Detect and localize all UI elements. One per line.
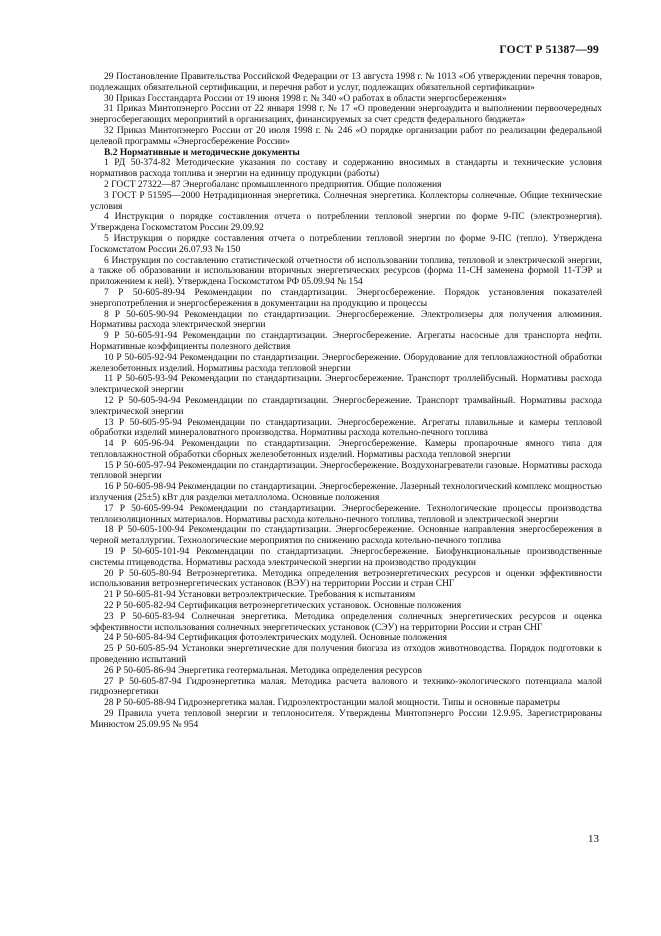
list-item: 24 Р 50-605-84-94 Сертификация фотоэлектрических модулей. Основные положения (104, 633, 447, 644)
list-item: 29 Постановление Правительства Российской Федерации от 13 августа 1998 г. № 1013 «Об утверждении перечня товаров, подлежащих обязательной сертификации, и перечня работ и услуг, подлежащих обязательной сертификации» (90, 72, 602, 93)
list-item: 32 Приказ Минтопэнерго России от 20 июля 1998 г. № 246 «О порядке организации работ по реализации федеральной целевой программы «Энергосбережение России» (90, 125, 602, 147)
list-item: 30 Приказ Госстандарта России от 19 июня 1998 г. № 340 «О работах в области энергосбережения» (104, 93, 507, 104)
list-item: 27 Р 50-605-87-94 Гидроэнергетика малая. Методика расчета валового и технико-экологического потенциала малой гидроэнергетики (90, 676, 602, 698)
list-item: 2 ГОСТ 27322—87 Энергобаланс промышленного предприятия. Общие положения (104, 179, 442, 190)
list-item: 18 Р 50-605-100-94 Рекомендации по стандартизации. Энергосбережение. Основные направления энергосбережения в черной металлургии. Технологические мероприятия по снижению расхода котельно-печного топлива (90, 525, 602, 547)
list-item: 26 Р 50-605-86-94 Энергетика геотермальная. Методика определения ресурсов (104, 665, 422, 676)
list-item: 21 Р 50-605-81-94 Установки ветроэлектрические. Требования к испытаниям (104, 590, 416, 601)
list-item: 11 Р 50-605-93-94 Рекомендации по стандартизации. Энергосбережение. Транспорт троллейбусный. Нормативы расхода электрической энергии (90, 374, 602, 396)
list-item: 3 ГОСТ Р 51595—2000 Нетрадиционная энергетика. Солнечная энергетика. Коллекторы солнечные. Общие технические условия (90, 190, 602, 212)
list-item: 28 Р 50-605-88-94 Гидроэнергетика малая. Гидроэлектростанции малой мощности. Типы и основные параметры (104, 698, 560, 709)
document-code-header: ГОСТ Р 51387—99 (499, 44, 599, 56)
list-item: 15 Р 50-605-97-94 Рекомендации по стандартизации. Энергосбережение. Воздухонагреватели газовые. Нормативы расхода тепловой энергии (90, 460, 602, 482)
list-item: 1 РД 50-374-82 Методические указания по составу и содержанию вносимых в стандарты и технические условия нормативов расхода топлива и энергии на единицу продукции (работы) (90, 158, 602, 180)
regulatory-acts-list (90, 72, 602, 148)
list-item: 9 Р 50-605-91-94 Рекомендации по стандартизации. Энергосбережение. Агрегаты насосные для транспорта нефти. Нормативные коэффициенты полезного действия (90, 331, 602, 352)
list-item: 13 Р 50-605-95-94 Рекомендации по стандартизации. Энергосбережение. Агрегаты плавильные и камеры тепловой обработки изделий минераловатного производства. Нормативы расхода котельно-печного топлива (90, 417, 602, 439)
list-item: 22 Р 50-605-82-94 Сертификация ветроэнергетических установок. Основные положения (104, 601, 462, 612)
list-item: 29 Правила учета тепловой энергии и теплоносителя. Утверждены Минтопэнерго России 12.9.95. Зарегистрированы Минюстом 25.09.95 № 954 (90, 709, 602, 730)
list-item: 17 Р 50-605-99-94 Рекомендации по стандартизации. Энергосбережение. Технологические процессы производства теплоизоляционных материалов. Нормативы расхода котельно-печного топлива, тепловой и электрической энергии (90, 503, 602, 525)
list-item: 8 Р 50-605-90-94 Рекомендации по стандартизации. Энергосбережение. Электролизеры для получения алюминия. Нормативы расхода электрической энергии (90, 309, 602, 331)
list-item: 31 Приказ Минтопэнерго России от 22 января 1998 г. № 17 «О проведении энергоаудита и выполнении первоочередных энергосберегающих мероприятий в организациях, финансируемых за счет средств федерального бюджета» (90, 104, 602, 126)
list-item: 10 Р 50-605-92-94 Рекомендации по стандартизации. Энергосбережение. Оборудование для тепловлажностной обработки железобетонных изделий. Нормативы расхода тепловой энергии (90, 352, 602, 374)
document-body (90, 72, 602, 731)
list-item: 6 Инструкция по составлению статистической отчетности об использовании топлива, тепловой и электрической энергии, а также об образовании и использовании вторичных энергетических ресурсов (форма 11-СН заменена формой 11-ТЭР и приложением к ней). Утверждена Госкомстатом РФ 05.09.94 № 154 (90, 255, 602, 288)
list-item: 19 Р 50-605-101-94 Рекомендации по стандартизации. Энергосбережение. Биофункциональные производственные системы птицеводства. Нормативы расхода электрической энергии на производство продукции (90, 547, 602, 568)
page-number: 13 (588, 833, 599, 845)
list-item: 14 Р 605-96-94 Рекомендации по стандартизации. Энергосбережение. Камеры пропарочные ямного типа для тепловлажностной обработки сборных железобетонных изделий. Нормативы расхода тепловой энергии (90, 439, 602, 460)
section-heading: В.2 Нормативные и методические документы (104, 147, 300, 158)
list-item: 4 Инструкция о порядке составления отчета о потреблении тепловой энергии по форме 9-ПС (электроэнергия). Утверждена Госкомстатом России 29.09.92 (90, 212, 602, 234)
list-item: 16 Р 50-605-98-94 Рекомендации по стандартизации. Энергосбережение. Лазерный технологический комплекс мощностью излучения (25±5) кВт для разделки металлолома. Основные положения (90, 482, 602, 504)
list-item: 20 Р 50-605-80-94 Ветроэнергетика. Методика определения ветроэнергетических ресурсов и оценки эффективности использования ветроэнергетических установок (ВЭУ) на территории России и стран СНГ (90, 568, 602, 590)
list-item: 7 Р 50-605-89-94 Рекомендации по стандартизации. Энергосбережение. Порядок установления показателей энергопотребления и энергосбережения в документации на продукцию и процессы (90, 287, 602, 309)
list-item: 5 Инструкция о порядке составления отчета о потреблении тепловой энергии по форме 9-ПС (тепло). Утверждена Госкомстатом России 26.07.93 № 150 (90, 233, 602, 255)
list-item: 23 Р 50-605-83-94 Солнечная энергетика. Методика определения солнечных энергетических ресурсов и оценка эффективности использования солнечных энергетических установок (СЭУ) на территории России и стран СНГ (90, 611, 602, 633)
normative-documents-list (90, 158, 602, 730)
list-item: 12 Р 50-605-94-94 Рекомендации по стандартизации. Энергосбережение. Транспорт трамвайный. Нормативы расхода электрической энергии (90, 395, 602, 417)
list-item: 25 Р 50-605-85-94 Установки энергетические для получения биогаза из отходов животноводства. Порядок подготовки к проведению испытаний (90, 644, 602, 666)
